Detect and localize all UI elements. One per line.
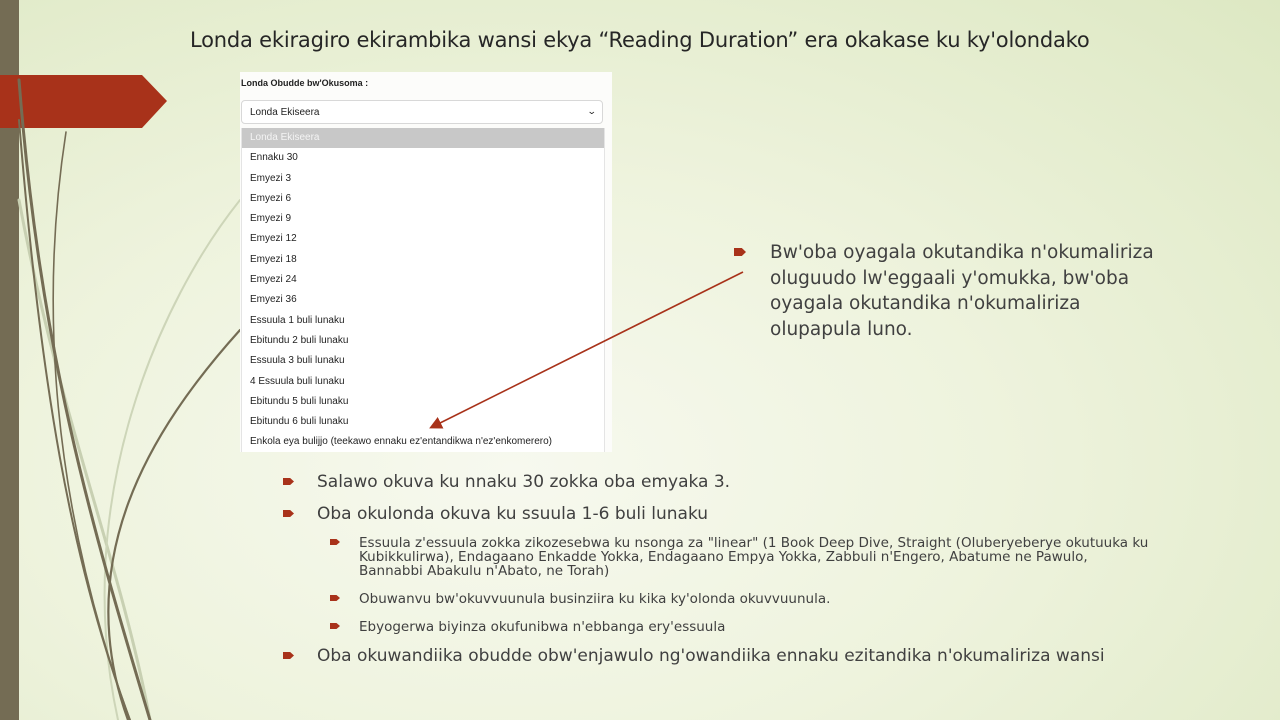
sub-bullet-item	[330, 536, 1149, 578]
bullet-arrow-icon	[330, 539, 340, 545]
bullet-arrow-icon	[283, 478, 294, 485]
sub-bullet-text: Ebyogerwa biyinza okufunibwa n'ebbanga ery'essuula	[359, 619, 726, 635]
callout-note	[734, 240, 1154, 342]
option-select-period[interactable]: Londa Ekiseera	[242, 128, 604, 148]
sub-bullet-item	[330, 620, 1149, 634]
bullet-arrow-icon	[330, 595, 340, 601]
select-value: Londa Ekiseera	[250, 107, 320, 118]
bullet-arrow-icon	[734, 248, 746, 256]
bullet-text: Oba okulonda okuva ku ssuula 1-6 buli lunaku	[317, 504, 709, 524]
option-36-months[interactable]: Emyezi 36	[250, 294, 297, 306]
sub-bullet-item	[330, 592, 1149, 606]
title-arrow-tab-icon	[0, 75, 168, 128]
option-9-months[interactable]: Emyezi 9	[250, 213, 292, 225]
option-custom-dates[interactable]: Enkola eya bulijjo (teekawo ennaku ez'entandikwa n'ez'enkomerero)	[250, 436, 553, 448]
dropdown-options-list	[241, 128, 605, 452]
slide-title: Londa ekiragiro ekirambika wansi ekya “Reading Duration” era okakase ku ky'olondako	[190, 28, 1090, 52]
option-6-chapters-daily[interactable]: Ebitundu 6 buli lunaku	[250, 416, 349, 428]
option-18-months[interactable]: Emyezi 18	[250, 253, 297, 265]
bullet-arrow-icon	[283, 510, 294, 517]
bullet-text: Salawo okuva ku nnaku 30 zokka oba emyaka 3.	[317, 472, 731, 492]
option-5-chapters-daily[interactable]: Ebitundu 5 buli lunaku	[250, 395, 349, 407]
bullet-arrow-icon	[330, 623, 340, 629]
option-6-months[interactable]: Emyezi 6	[250, 192, 292, 204]
chevron-down-icon: ⌄	[587, 106, 598, 116]
option-24-months[interactable]: Emyezi 24	[250, 274, 297, 286]
option-4-chapters-daily[interactable]: 4 Essuula buli lunaku	[250, 375, 345, 387]
bullet-text: Oba okuwandiika obudde obw'enjawulo ng'owandiika ennaku ezitandika n'okumaliriza wansi	[317, 646, 1105, 666]
option-12-months[interactable]: Emyezi 12	[250, 233, 297, 245]
reading-duration-select[interactable]	[241, 100, 603, 124]
callout-text: Bw'oba oyagala okutandika n'okumaliriza oluguudo lw'eggaali y'omukka, bw'oba oyagala okutandika n'okumaliriza olupapula luno.	[770, 242, 1154, 340]
bullet-item	[283, 502, 1183, 526]
option-1-chapter-daily[interactable]: Essuula 1 buli lunaku	[250, 314, 345, 326]
sub-bullet-text: Obuwanvu bw'okuvvuunula businziira ku kika ky'olonda okuvvuunula.	[359, 591, 831, 607]
bullet-arrow-icon	[283, 652, 294, 659]
bullet-item	[283, 644, 1183, 668]
reading-duration-label: Londa Obudde bw'Okusoma :	[241, 78, 369, 88]
option-30-days[interactable]: Ennaku 30	[250, 152, 298, 164]
bullet-item	[283, 470, 1183, 494]
dropdown-screenshot	[240, 72, 612, 452]
sub-bullet-text: Essuula z'essuula zokka zikozesebwa ku nsonga za "linear" (1 Book Deep Dive, Straight (Oluberyeberye okutuuka ku Kubikkulirwa), Endagaano Enkadde Yokka, Endagaano Empya Yokka, Zabbuli n'Engero, Abatume ne Pawulo, Bannabbi Abakulu n'Abato, ne Torah)	[359, 535, 1149, 579]
option-2-chapters-daily[interactable]: Ebitundu 2 buli lunaku	[250, 334, 349, 346]
option-3-months[interactable]: Emyezi 3	[250, 172, 292, 184]
bullet-list	[283, 470, 1183, 668]
option-3-chapters-daily[interactable]: Essuula 3 buli lunaku	[250, 355, 345, 367]
